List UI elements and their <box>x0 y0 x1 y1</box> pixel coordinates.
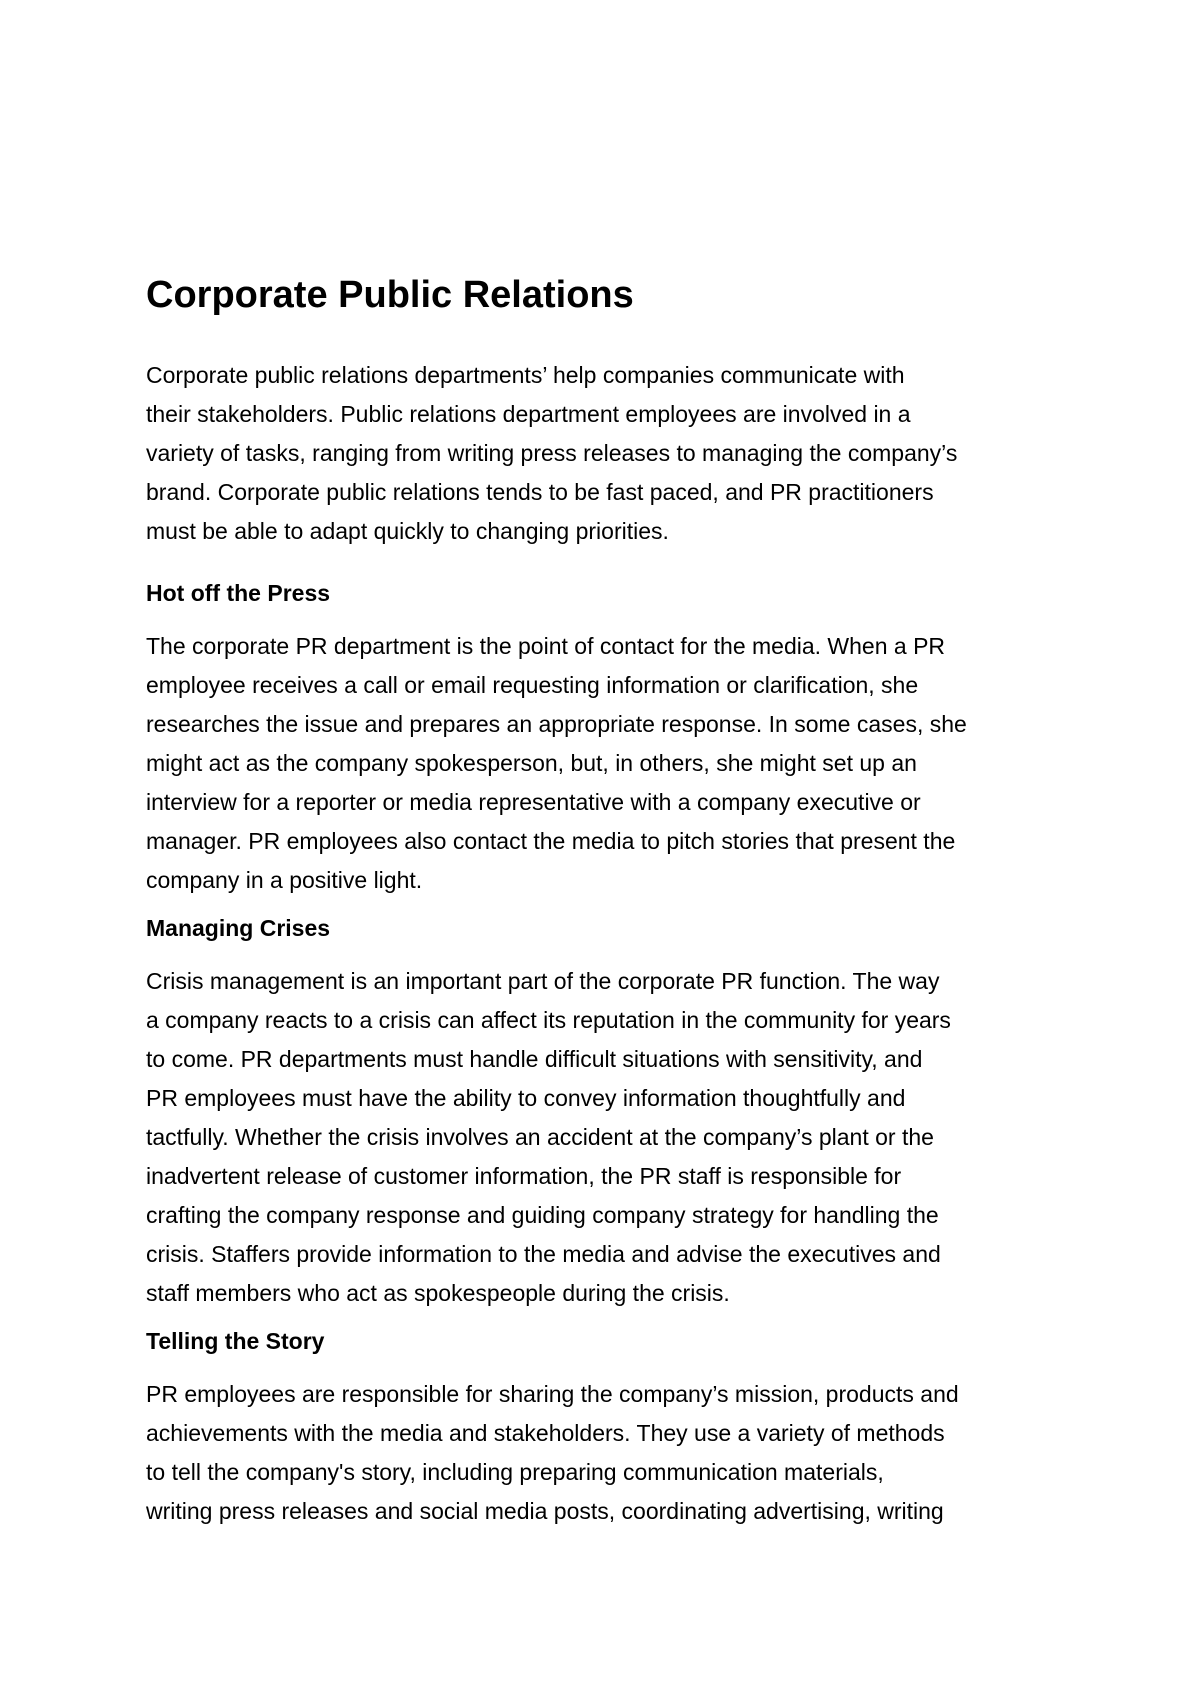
section-line: Crisis management is an important part of the corporate PR function. The way <box>146 968 940 994</box>
section-line: a company reacts to a crisis can affect its reputation in the community for years <box>146 1007 951 1033</box>
section-line: company in a positive light. <box>146 867 423 893</box>
intro-line: their stakeholders. Public relations department employees are involved in a <box>146 401 911 427</box>
section-line: to tell the company's story, including preparing communication materials, <box>146 1459 884 1485</box>
section-line: crafting the company response and guiding company strategy for handling the <box>146 1202 939 1228</box>
section-line: inadvertent release of customer information, the PR staff is responsible for <box>146 1163 902 1189</box>
intro-line: must be able to adapt quickly to changing priorities. <box>146 518 669 544</box>
section-line: crisis. Staffers provide information to the media and advise the executives and <box>146 1241 941 1267</box>
section-heading: Telling the Story <box>146 1328 325 1354</box>
section-line: to come. PR departments must handle difficult situations with sensitivity, and <box>146 1046 923 1072</box>
section-line: might act as the company spokesperson, but, in others, she might set up an <box>146 750 917 776</box>
section-heading: Managing Crises <box>146 915 331 941</box>
intro-line: variety of tasks, ranging from writing press releases to managing the company’s <box>146 440 958 466</box>
document-title: Corporate Public Relations <box>146 274 634 316</box>
section-line: employee receives a call or email requesting information or clarification, she <box>146 672 919 698</box>
intro-line: brand. Corporate public relations tends to be fast paced, and PR practitioners <box>146 479 934 505</box>
section-line: achievements with the media and stakeholders. They use a variety of methods <box>146 1420 945 1446</box>
section-heading: Hot off the Press <box>146 580 331 606</box>
section-line: PR employees must have the ability to convey information thoughtfully and <box>146 1085 906 1111</box>
section-line: staff members who act as spokespeople during the crisis. <box>146 1280 730 1306</box>
section-line: researches the issue and prepares an appropriate response. In some cases, she <box>146 711 967 737</box>
section-line: tactfully. Whether the crisis involves an accident at the company’s plant or the <box>146 1124 934 1150</box>
intro-line: Corporate public relations departments’ help companies communicate with <box>146 362 905 388</box>
section-line: manager. PR employees also contact the media to pitch stories that present the <box>146 828 956 854</box>
section-line: PR employees are responsible for sharing the company’s mission, products and <box>146 1381 959 1407</box>
section-line: interview for a reporter or media representative with a company executive or <box>146 789 921 815</box>
section-line: writing press releases and social media posts, coordinating advertising, writing <box>146 1498 944 1524</box>
section-line: The corporate PR department is the point of contact for the media. When a PR <box>146 633 946 659</box>
